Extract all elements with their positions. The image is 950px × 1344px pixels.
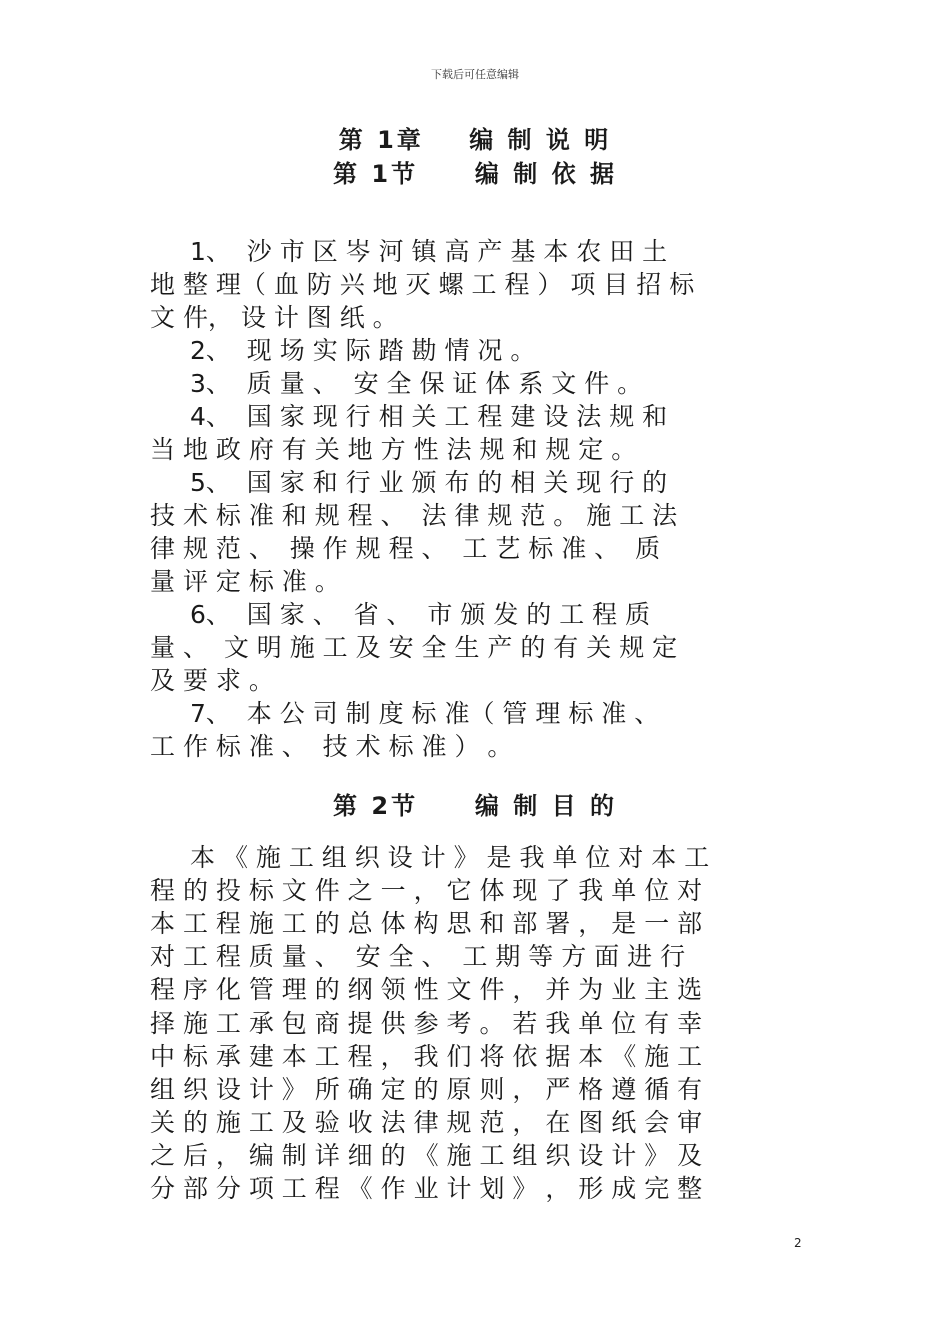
text-line: 量 、 文 明 施 工 及 安 全 生 产 的 有 关 规 定 [150,633,678,662]
text-line: 关 的 施 工 及 验 收 法 律 规 范 ， 在 图 纸 会 审 [150,1107,703,1137]
text-line: 程 序 化 管 理 的 纲 领 性 文 件 ， 并 为 业 主 选 [150,975,703,1005]
text-line: 4、 国 家 现 行 相 关 工 程 建 设 法 规 和 [190,402,668,431]
text-line: 及 要 求 。 [150,666,274,695]
text-line: 5、 国 家 和 行 业 颁 布 的 相 关 现 行 的 [190,468,668,497]
text-line: 程 的 投 标 文 件 之 一 ， 它 体 现 了 我 单 位 对 [150,876,703,906]
text-line: 7、 本 公 司 制 度 标 准（ 管 理 标 准 、 [190,699,660,728]
text-line: 对 工 程 质 量 、 安 全 、 工 期 等 方 面 进 行 [150,942,686,972]
text-line: 律 规 范 、 操 作 规 程 、 工 艺 标 准 、 质 [150,534,661,563]
page-number: 2 [794,1236,802,1250]
text-line: 之 后 ， 编 制 详 细 的 《 施 工 组 织 设 计 》 及 [150,1140,703,1170]
text-line: 地 整 理（ 血 防 兴 地 灭 螺 工 程 ） 项 目 招 标 [150,270,695,299]
text-line: 组 织 设 计 》 所 确 定 的 原 则 ， 严 格 遵 循 有 [150,1074,703,1104]
text-line: 工 作 标 准 、 技 术 标 准 ） 。 [150,732,513,761]
text-line: 本 《 施 工 组 织 设 计 》 是 我 单 位 对 本 工 [190,843,710,872]
text-line: 本 工 程 施 工 的 总 体 构 思 和 部 署 ， 是 一 部 [150,909,703,939]
text-line: 6、 国 家 、 省 、 市 颁 发 的 工 程 质 [190,600,651,629]
text-line: 择 施 工 承 包 商 提 供 参 考 。 若 我 单 位 有 幸 [150,1008,703,1038]
text-line: 分 部 分 项 工 程 《 作 业 计 划 》 ， 形 成 完 整 [150,1174,703,1203]
text-line: 3、 质 量 、 安 全 保 证 体 系 文 件 。 [190,369,643,398]
header-note: 下载后可任意编辑 [431,68,519,81]
section-title: 第 1节 编 制 依 据 [333,160,617,188]
section-title: 第 2节 编 制 目 的 [333,792,617,820]
chapter-title: 第 1章 编 制 说 明 [338,126,612,154]
text-line: 量 评 定 标 准 。 [150,567,340,596]
text-line: 2、 现 场 实 际 踏 勘 情 况 。 [190,336,536,365]
text-line: 技 术 标 准 和 规 程 、 法 律 规 范 。 施 工 法 [150,501,678,530]
text-line: 中 标 承 建 本 工 程 ， 我 们 将 依 据 本 《 施 工 [150,1041,703,1071]
text-line: 当 地 政 府 有 关 地 方 性 法 规 和 规 定 。 [150,435,637,464]
text-line: 文 件， 设 计 图 纸 。 [150,303,398,332]
text-line: 1、 沙 市 区 岑 河 镇 高 产 基 本 农 田 土 [190,237,668,266]
